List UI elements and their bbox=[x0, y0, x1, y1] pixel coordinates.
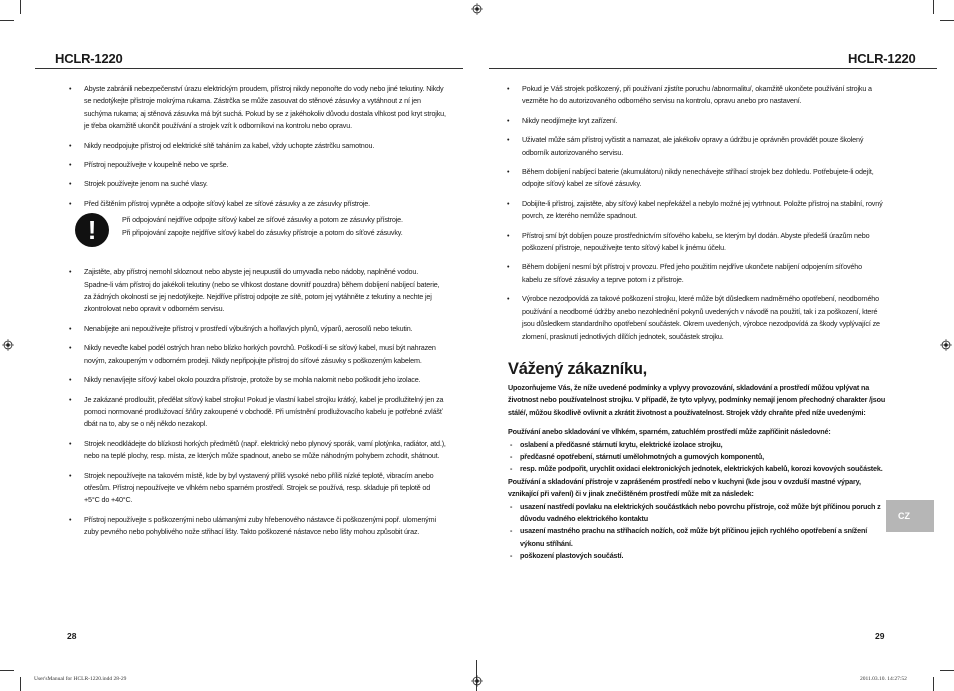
crop-mark bbox=[933, 0, 934, 14]
list-item: • Strojek používejte jenom na suché vlasy. bbox=[69, 179, 208, 189]
crop-mark bbox=[0, 20, 14, 21]
list-item: • Nikdy neodpojujte přístroj od elektrické sítě taháním za kabel, vždy uchopte zástrčku samotnou. bbox=[69, 140, 375, 150]
registration-mark-icon bbox=[471, 3, 483, 15]
list-item: • Strojek nepoužívejte na takovém místě, kde by byl vystavený příliš vysoké nebo příliš nízké teplotě, vibracím anebo otřesům. Přístroj nepoužívejte ve vlhkém nebo sparném prostředí. Strojek se používá, resp. skladuje při teplotě od +5°C do +40°C. bbox=[69, 470, 434, 505]
list-item: • Nikdy neodjímejte kryt zařízení. bbox=[507, 115, 618, 125]
footer-file-info: User'sManual for HCLR-1220.indd 28-29 bbox=[34, 676, 127, 682]
list-item: • Pokud je Váš strojek poškozený, při používaní zjistíte poruchu /abnormalitu/, okamžitě ukončete používání strojku a vezměte ho do autorizovaného odborného servisu na kontrolu, opravu anebo pro nastavení. bbox=[507, 84, 872, 106]
customer-notice bbox=[508, 359, 886, 563]
dash-list-humid bbox=[508, 439, 886, 476]
crop-mark bbox=[940, 670, 954, 671]
header-rule-right bbox=[489, 68, 937, 69]
intro-paragraph: Upozorňujeme Vás, že níže uvedené podmínky a vplyvy provozování, skladování a prostředí můžou vplývat na životnost nebo používatelnost strojku. V případě, že tyto vplyvy, podmínky nemají jenom přechodný charakter /jsou stálé/, můžou škodlivě ovlivnit a zkrátit životnost a používatelnost. Strojek vždy chraňte před níže uvedenými: bbox=[508, 383, 886, 417]
safety-list-a bbox=[69, 83, 446, 210]
registration-mark-icon bbox=[940, 339, 952, 351]
list-item: • Přístroj smí být dobíjen pouze prostřednictvím síťového kabelu, se kterým byl dodán. Abyste předešli úrazům nebo poškození přístroje, nepoužívejte tento síťový kabel k jinému účelu. bbox=[507, 230, 870, 253]
list-item: - předčasné opotřebení, stárnutí umělohmotných a gumových komponentů, bbox=[510, 452, 764, 462]
list-item: • Nikdy neveďte kabel podél ostrých hran nebo blízko horkých povrchů. Poškodí-li se síťový kabel, musí být nahrazen novým, zakoupeným v odborném prodeji. Nikdy nepřipojujte přístroj do síťové zásuvky s poškozeným kabelem. bbox=[69, 343, 436, 365]
header-model-left: HCLR-1220 bbox=[55, 51, 123, 66]
registration-mark-icon bbox=[2, 339, 14, 351]
crop-mark bbox=[940, 20, 954, 21]
page-number-left: 28 bbox=[67, 631, 77, 641]
list-item: • Uživatel může sám přístroj vyčistit a namazat, ale jakékoliv opravy a údržbu je oprávněn provádět pouze školený odborník autorizovaného servisu. bbox=[507, 135, 864, 157]
list-item: • Je zakázané prodloužit, předělat síťový kabel strojku! Pokud je vlastní kabel strojku krátký, kabel je prodlužitelný jen za pomoci normované prodlužovací šňůry zakoupené v obchodě. Při umístnění prodlužovacího kabelu je potřebné zvlášť dbát na to, aby se o něj někdo nezakopl. bbox=[69, 394, 444, 429]
dash-list-dusty bbox=[508, 501, 886, 563]
header-rule-left bbox=[35, 68, 463, 69]
list-item: • Během dobíjení nabíjecí baterie (akumulátoru) nikdy nenechávejte stříhací strojek bez dohledu. Potřebujete-li odejít, odpojte síťový kabel ze síťové zásuvky. bbox=[507, 167, 874, 189]
crop-mark bbox=[20, 677, 21, 691]
safety-list-c bbox=[507, 83, 884, 343]
list-item: • Přístroj nepoužívejte s poškozenými nebo ulámanými zuby hřebenového nástavce či poškozenými popř. ulomenými zuby pevného nebo pohyblivého nože střihací lišty. Takto poškozené nástavce nebo lišty mohou způsobit úraz. bbox=[69, 514, 436, 537]
list-item: - oslabení a předčasné stárnutí krytu, elektrické izolace strojku, bbox=[510, 439, 723, 449]
right-column bbox=[507, 83, 884, 350]
language-tab: CZ bbox=[886, 500, 934, 532]
crop-mark bbox=[0, 670, 14, 671]
list-item: • Během dobíjení nesmí být přístroj v provozu. Před jeho použitím nejdříve ukončete nabíjení odpojením síťového kabelu ze síťové zásuvky a teprve potom i z přístroje. bbox=[507, 262, 862, 284]
crop-mark bbox=[933, 677, 934, 691]
warning-note bbox=[84, 214, 446, 254]
list-item: - poškození plastových součástí. bbox=[510, 551, 624, 561]
warning-line: Při odpojování nejdříve odpojte síťový kabel ze síťové zásuvky a potom ze zásuvky přístroje. bbox=[122, 215, 403, 225]
group-title: Používání a skladování přístroje v zaprášeném prostředí nebo v kuchyni (kde jsou v ovzduší mastné výpary, vznikající při vaření) či v jinak znečištěném prostředí může mít za následek: bbox=[508, 476, 861, 499]
list-item: • Nikdy nenavíjejte síťový kabel okolo pouzdra přístroje, protože by se mohla nalomit nebo poškodit jeho izolace. bbox=[69, 375, 421, 385]
left-column bbox=[69, 83, 446, 546]
list-item: • Strojek neodkládejte do blízkosti horkých předmětů (např. elektrický nebo plynový sporák, vamí plotýnka, radiátor, atd.), nebo na teplé plochy, resp. místa, ze kterých může spadnout, anebo se může náhodným pohybem zchodit, shátnout. bbox=[69, 438, 446, 461]
list-item: • Výrobce nezodpovídá za takové poškození strojku, které může být důsledkem nadměrného opotřebení, neodborného používání a neodborné údržby anebo nezohlednění pokynů uvedených v návodě na použití, tak i za poškození, které jsou důsledkem standardního opotřebení součástek. Okrem uvedených, výrobce nezodpovídá za škody vyplývající ze zlomení, prasknutí jednotlivých dílčích jednotek, součástek strojku. bbox=[507, 294, 880, 341]
list-item: • Zajistěte, aby přístroj nemohl skloznout nebo abyste jej neupustili do umyvadla nebo nádoby, naplněné vodou. Spadne-li vám přístroj do jakékoli tekutiny (nebo se vlhkost dostane dovnitř pouzdra) během dobíjení nabíjecí baterie, za žádných okolností se jej nedotýkejte. Nejdříve přístroj odpojte ze sítě, potom jej vytáhněte z tekutiny a nechte jej zkontrolovat nebo opravit v odborném servisu. bbox=[69, 267, 440, 314]
page-number-right: 29 bbox=[875, 631, 885, 641]
list-item: • Před čištěním přístroj vypněte a odpojte síťový kabel ze síťové zásuvky a ze zásuvky přístroje. bbox=[69, 198, 370, 208]
warning-exclamation-icon: ! bbox=[75, 213, 109, 247]
list-item: - resp. může podpořit, urychlit oxidaci elektronických jednotek, elektrických kabelů, korozi kovových součástek. bbox=[510, 464, 883, 474]
warning-line: Při připojování zapojte nejdříve síťový kabel do zásuvky přístroje a potom do síťové zásuvky. bbox=[122, 227, 403, 237]
safety-list-b bbox=[69, 266, 446, 538]
list-item: • Přístroj nepoužívejte v koupelně nebo ve sprše. bbox=[69, 160, 229, 170]
registration-mark-icon bbox=[471, 675, 483, 687]
footer-timestamp: 2011.03.10. 14:27:52 bbox=[860, 676, 907, 682]
list-item: - usazení mastného prachu na stříhacích nožích, což může být příčinou jejich rychlého opotřebení a snížení výkonu stříhání. bbox=[510, 526, 868, 548]
list-item: • Nenabíjejte ani nepoužívejte přístroj v prostředí výbušných a hořlavých plynů, výparů, aerosolů nebo tekutin. bbox=[69, 323, 413, 333]
group-title: Používání anebo skladování ve vlhkém, sparném, zatuchlém prostředí může zapříčinit následovné: bbox=[508, 427, 831, 437]
list-item: • Abyste zabránili nebezpečenství úrazu elektrickým proudem, přístroj nikdy neponořte do vody nebo jiné tekutiny. Nikdy se nedotýkejte přístroje mokrýma rukama. Zástrčka se může zasouvat do stěnové zásuvky a vytáhnout z ní jen suchýma rukama; aj stěnová zásuvka má být suchá. Pokud by se z jakéhokoliv důvodu dostala vlhkost pod kryt strojku, je třeba okamžitě ukončit používání a strojek vzít k odborníkovi na kontrolu nebo opravu. bbox=[69, 84, 446, 131]
section-title: Vážený zákazníku, bbox=[508, 360, 647, 378]
crop-mark bbox=[20, 0, 21, 14]
list-item: • Dobijíte-li přístroj, zajistěte, aby síťový kabel nepřekážel a nebylo možné jej vytrhnout. Položte přístroj na stabilní, rovný povrch, ze kterého nemůže spadnout. bbox=[507, 198, 883, 221]
list-item: - usazení nastředí povlaku na elektrických součástkách nebo povrchu přístroje, což může být příčinou poruch z důvodu vadného elektrického kontaktu bbox=[510, 501, 881, 524]
header-model-right: HCLR-1220 bbox=[848, 51, 916, 66]
